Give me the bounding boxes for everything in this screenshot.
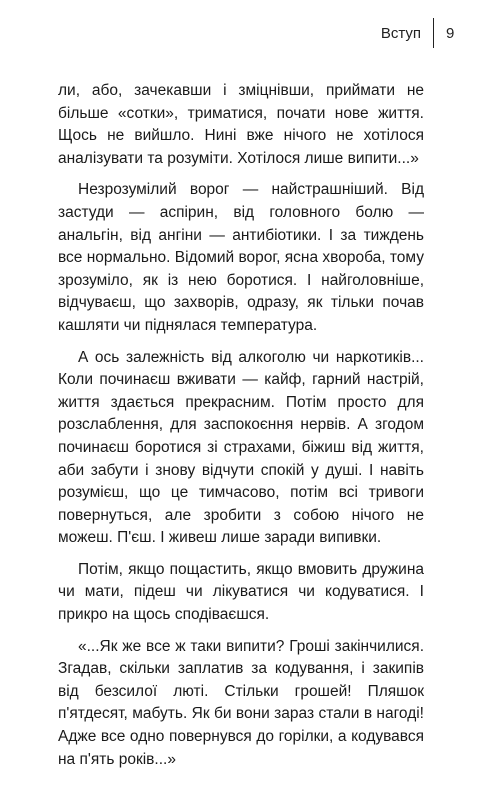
paragraph-continuation: ли, або, зачекавши і зміцнівши, приймати не більше «сотки», триматися, почати нове життя. Щось не вийшло. Нині вже нічого не хотілося аналізувати та розуміти. Хотілося лише випити...»: [58, 82, 424, 167]
paragraph: Потім, якщо пощастить, якщо вмовить дружина чи мати, підеш чи лікуватися чи кодуватися. І прикро на щось сподіваєшся.: [58, 560, 424, 624]
paragraph-quote: «...Як же все ж таки випити? Гроші закінчилися. Згадав, скільки заплатив за кодування, і закипів від безсилої люті. Стільки грошей! Пляшок п'ятдесят, мабуть. Як би вони зараз стали в нагоді! Адже все одно повернувся до горілки, а кодувався на п'ять років...»: [58, 637, 424, 768]
paragraph: А ось залежність від алкоголю чи наркотиків... Коли починаєш вживати — кайф, гарний настрій, життя здається прекрасним. Потім просто для розслаблення, для заспокоєння нервів. А згодом починаєш боротися зі страхами, біжиш від життя, аби забути і знову відчути спокій у душі. І навіть розумієш, що це тимчасово, потім всі тривоги повернуться, але зробити з собою нічого не можеш. П'єш. І живеш лише заради випивки.: [58, 348, 424, 547]
paragraph: Незрозумілий ворог — найстрашніший. Від застуди — аспірин, від головного болю — анальгін, від ангіни — антибіотики. І за тиждень все нормально. Відомий ворог, ясна хвороба, тому зрозуміло, як із нею боротися. І найголовніше, відчуваєш, що захворів, одразу, як тільки почав кашляти чи піднялася температура.: [58, 181, 424, 334]
body-text: [58, 80, 424, 780]
section-title: Вступ: [380, 24, 421, 42]
running-header: [381, 20, 458, 46]
page-number: 9: [446, 24, 455, 42]
